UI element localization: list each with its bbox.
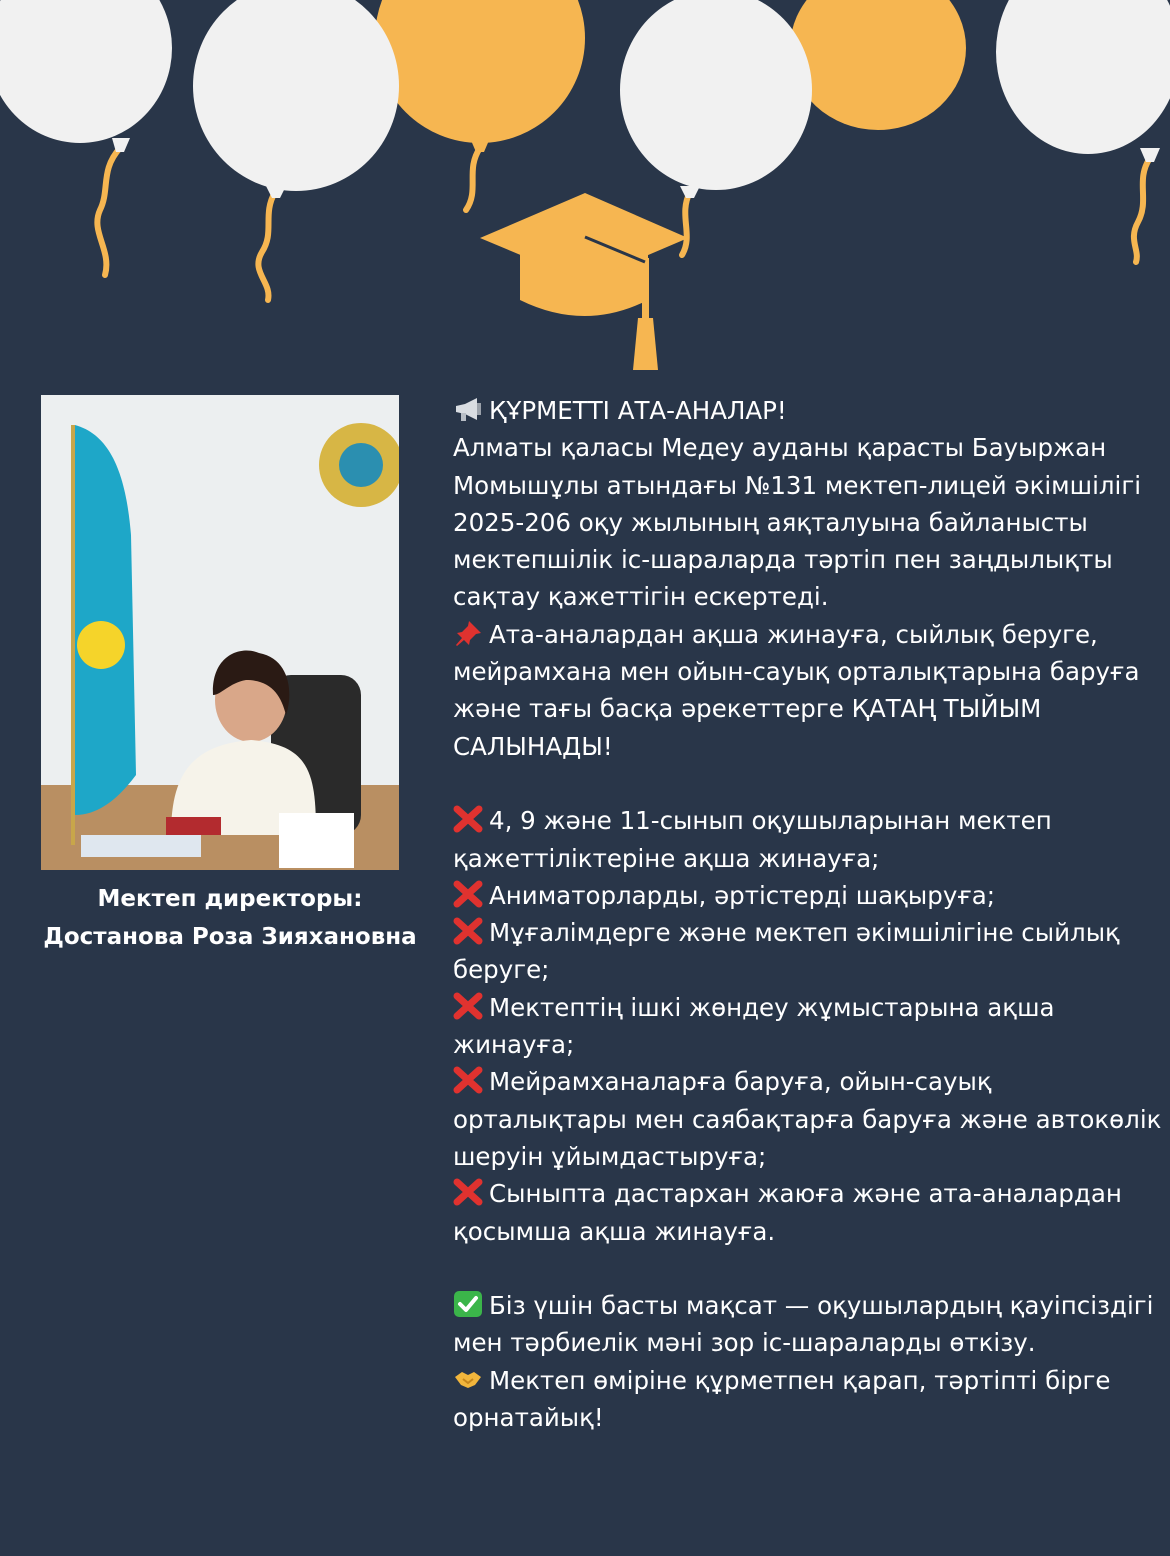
white-balloon <box>620 0 812 190</box>
announcement-warning: Ата-аналардан ақша жинауға, сыйлық беруге, мейрамхана мен ойын-сауық орталықтарына баруға және тағы басқа әрекеттерге ҚАТАҢ ТЫЙЫМ САЛЫНАДЫ! <box>453 619 1140 761</box>
prohibition-item: 4, 9 және 11-сынып оқушыларынан мектеп қажеттіліктеріне ақша жинауға; <box>453 806 1052 873</box>
prohibition-item: Мұғалімдерге және мектеп әкімшілігіне сыйлық беруге; <box>453 918 1120 985</box>
balloon-string <box>1134 158 1150 262</box>
gold-balloon <box>375 0 585 143</box>
graduation-cap-icon <box>480 193 688 370</box>
white-balloon <box>193 0 399 191</box>
megaphone-icon <box>453 395 483 423</box>
director-photo <box>41 395 399 870</box>
prohibition-item: Мектептің ішкі жөндеу жұмыстарына ақша жинауға; <box>453 992 1055 1060</box>
white-balloon <box>0 0 172 143</box>
cross-mark-icon <box>453 917 483 945</box>
announcement-closing: Мектеп өміріне құрметпен қарап, тәртіпті бірге орнатайық! <box>453 1365 1111 1433</box>
balloon-string <box>682 192 690 255</box>
prohibition-item: Мейрамханаларға баруға, ойын-сауық орталықтары мен саябақтарға баруға және автокөлік шеруін ұйымдастыруға; <box>453 1067 1162 1171</box>
director-caption <box>20 880 440 956</box>
check-mark-icon <box>453 1290 483 1318</box>
announcement-intro: Алматы қаласы Медеу ауданы қарасты Бауыржан Момышұлы атындағы №131 мектеп-лицей әкімшілігі 2025-206 оқу жылының аяқталуына байланысты мектепшілік іс-шараларда тәртіп пен заңдылықты сақтау қажеттігін ескертеді. <box>453 433 1142 612</box>
announcement-goal: Біз үшін басты мақсат — оқушылардың қауіпсіздігі мен тәрбиелік мәні зор іс-шараларды өткізу. <box>453 1291 1154 1358</box>
balloons-decoration <box>0 0 1170 380</box>
cross-mark-icon <box>453 992 483 1020</box>
handshake-icon <box>453 1365 483 1393</box>
director-photo-image <box>41 395 399 870</box>
announcement-heading: ҚҰРМЕТТІ АТА-АНАЛАР! <box>453 392 1165 429</box>
balloon-string <box>466 148 480 210</box>
prohibition-item: Сыныпта дастархан жаюға және ата-аналардан қосымша ақша жинауға. <box>453 1179 1122 1246</box>
cross-mark-icon <box>453 805 483 833</box>
balloon-string <box>97 148 120 275</box>
balloon-string <box>258 192 275 300</box>
cross-mark-icon <box>453 880 483 908</box>
cross-mark-icon <box>453 1066 483 1094</box>
pushpin-icon <box>453 619 483 647</box>
announcement <box>453 392 1165 1436</box>
caption-title: Мектеп директоры: <box>97 886 363 912</box>
gold-balloon <box>790 0 966 130</box>
white-balloon <box>996 0 1170 154</box>
prohibition-item: Аниматорларды, әртістерді шақыруға; <box>453 877 1165 914</box>
caption-director-name: Достанова Роза Зияхановна <box>43 924 417 950</box>
cross-mark-icon <box>453 1178 483 1206</box>
